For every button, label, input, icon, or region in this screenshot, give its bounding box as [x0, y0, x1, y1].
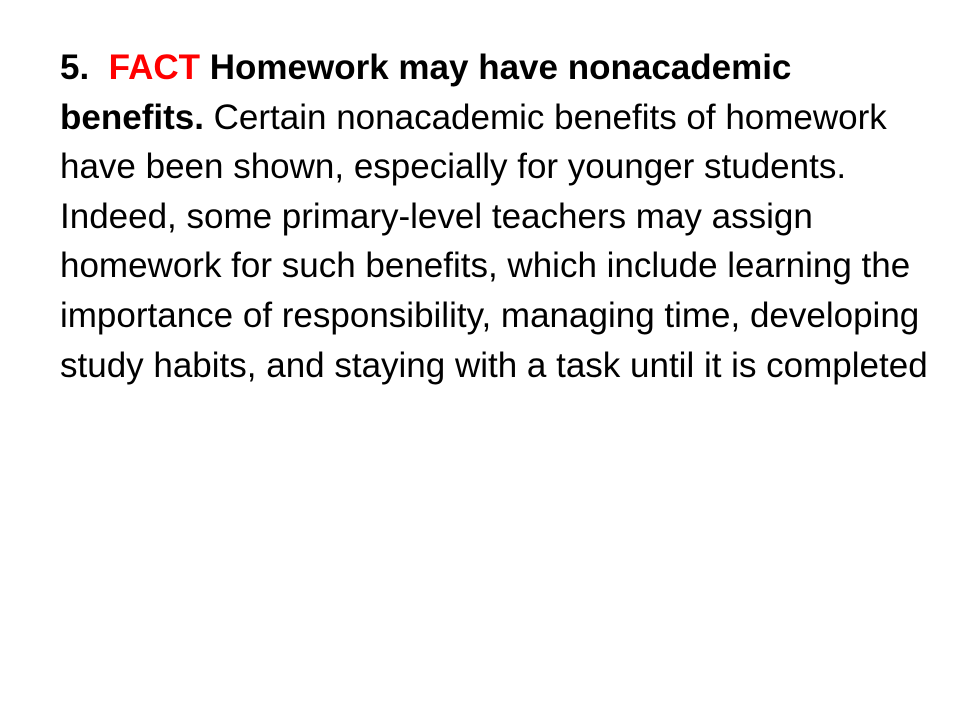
body-text: Certain nonacademic benefits of homework have been shown, especially for younger students. Indeed, some primary-level teachers may assign homework for such benefits, which include learning the importance of responsibility, managing time, developing study habits, and staying with a task until it is completed	[60, 97, 928, 385]
slide-paragraph	[60, 43, 940, 390]
item-number: 5.	[60, 48, 90, 87]
headline: Homework may have nonacademic benefits.	[60, 48, 792, 137]
fact-label: FACT	[108, 48, 201, 87]
